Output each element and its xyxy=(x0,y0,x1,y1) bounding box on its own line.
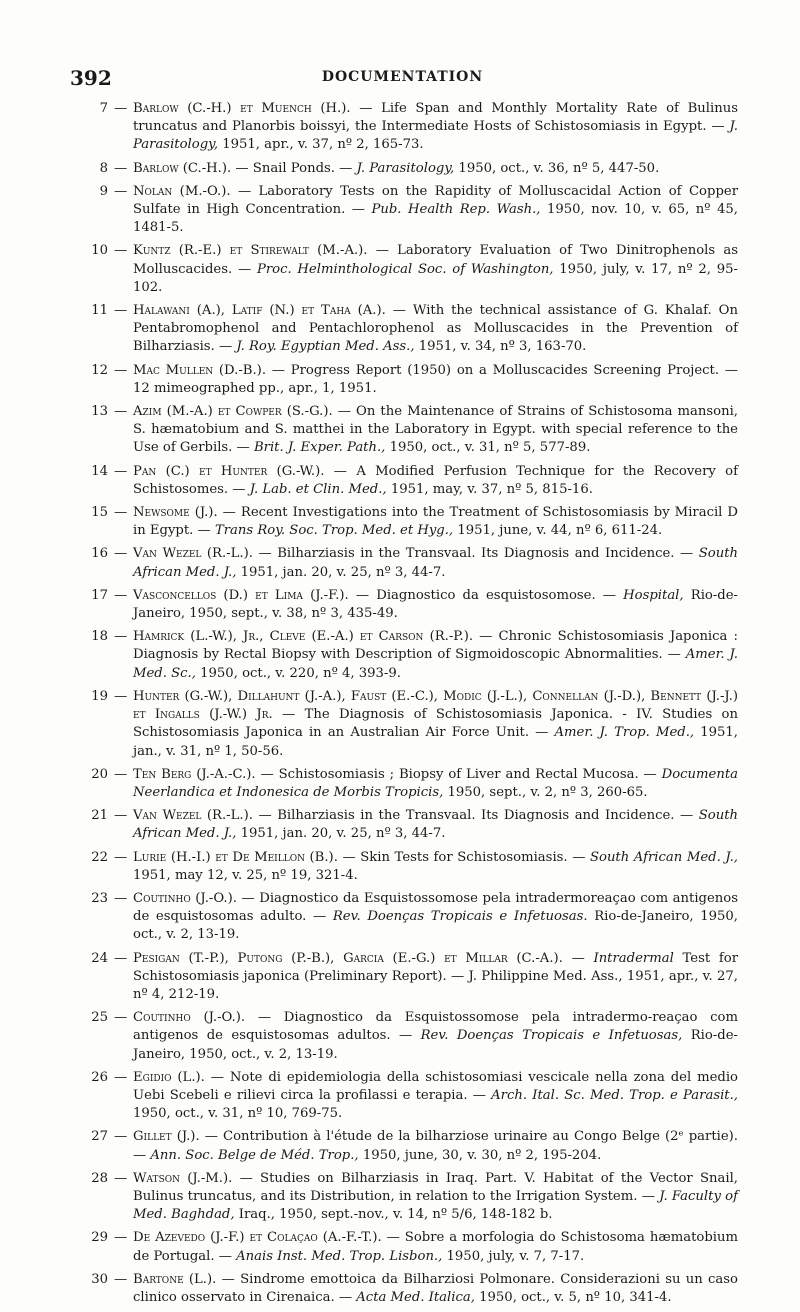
reference-title: — Snail Ponds. — xyxy=(231,160,357,176)
reference-details: 1951, apr., v. 37, nº 2, 165-73. xyxy=(218,137,424,153)
reference-authors: Vasconcellos (D.) et Lima (J.-F.). xyxy=(133,587,349,603)
reference-number: 10 xyxy=(91,243,108,259)
reference-details: Iraq., 1950, sept.-nov., v. 14, nº 5/6, 148-182 b. xyxy=(234,1207,553,1223)
reference-number: 30 xyxy=(91,1271,108,1287)
reference-details: 1951, jan. 20, v. 25, nº 3, 44-7. xyxy=(236,564,446,580)
reference-number: 26 xyxy=(91,1069,108,1085)
reference-title: — Bilharziasis in the Transvaal. Its Diagnosis and Incidence. — xyxy=(252,546,699,562)
reference-authors: Bartone (L.). xyxy=(133,1271,217,1287)
reference-title: — Recent Investigations into the Treatment of Schistosomiasis by Miracil D in Egypt. — xyxy=(133,505,738,539)
reference-title: — Bilharziasis in the Transvaal. Its Diagnosis and Incidence. — xyxy=(252,808,699,824)
reference-dash: — xyxy=(114,505,128,521)
running-head: DOCUMENTATION xyxy=(321,69,484,85)
reference-dash: — xyxy=(114,546,128,562)
reference-number: 18 xyxy=(91,629,108,645)
reference-details: Rio-de-Janeiro, 1950, oct., v. 2, 13-19. xyxy=(133,909,738,943)
reference-title: — Diagnostico da Esquistossomose pela intradermoreaçao com antigenos de esquistosomas adulto. — xyxy=(133,890,739,925)
reference-title: — A Modified Perfusion Technique for the Recovery of Schistosomes. — xyxy=(133,463,738,497)
reference-journal: Hospital, xyxy=(623,587,684,603)
reference-entry xyxy=(88,950,738,1005)
reference-dash: — xyxy=(114,1069,128,1085)
reference-dash: — xyxy=(114,890,128,906)
reference-authors: Watson (J.-M.). xyxy=(133,1170,233,1186)
reference-dash: — xyxy=(114,629,128,645)
reference-number: 21 xyxy=(91,808,108,824)
reference-dash: — xyxy=(114,101,128,116)
reference-dash: — xyxy=(114,587,128,603)
reference-journal: J. Faculty of Med. Baghdad, xyxy=(133,1188,739,1223)
reference-journal: Rev. Doenças Tropicais e Infetuosas, xyxy=(420,1028,683,1044)
reference-dash: — xyxy=(114,950,128,966)
reference-journal: South African Med. J., xyxy=(133,808,738,842)
reference-journal: Proc. Helminthological Soc. of Washington, xyxy=(256,261,554,277)
reference-details: Test for Schistosomiasis japonica (Preliminary Report). — J. Philippine Med. Ass., 1951, apr., v. 27, nº 4, 212-19. xyxy=(133,950,738,1002)
reference-dash: — xyxy=(114,1010,128,1026)
reference-authors: Nolan (M.-O.). xyxy=(133,183,231,199)
reference-authors: Egidio (L.). xyxy=(133,1069,205,1085)
reference-number: 11 xyxy=(91,303,108,319)
reference-number: 25 xyxy=(91,1010,108,1026)
reference-dash: — xyxy=(114,688,128,704)
reference-journal: Trans Roy. Soc. Trop. Med. et Hyg., xyxy=(214,523,454,539)
reference-authors: Azim (M.-A.) et Cowper (S.-G.). xyxy=(133,404,333,420)
page-header xyxy=(70,66,735,88)
reference-details: 1950, oct., v. 220, nº 4, 393-9. xyxy=(195,665,401,681)
reference-authors: Hunter (G.-W.), Dillahunt (J.-A.), Faust (E.-C.), Modic (J.-L.), Connellan (J.-D.), Bennett (J.-J.) et Ingalls (J.-W.) Jr. xyxy=(133,688,738,723)
reference-entry xyxy=(88,302,738,357)
reference-title: — The Diagnosis of Schistosomiasis Japonica. - IV. Studies on Schistosomiasis Japonica in an Australian Air Force Unit. — xyxy=(133,707,738,741)
reference-authors: Coutinho (J.-O.). xyxy=(133,890,237,906)
reference-number: 8 xyxy=(99,160,108,176)
reference-entry xyxy=(88,688,738,761)
reference-journal: Acta Med. Italica, xyxy=(356,1289,475,1305)
reference-dash: — xyxy=(114,1129,128,1145)
page-number: 392 xyxy=(70,66,112,90)
reference-journal: Documenta Neerlandica et Indonesica de Morbis Tropicis, xyxy=(133,766,738,800)
reference-entry xyxy=(88,1170,738,1225)
reference-authors: Newsome (J.). xyxy=(133,505,218,521)
reference-number: 20 xyxy=(91,766,108,782)
reference-number: 14 xyxy=(91,463,108,479)
reference-details: 1950, sept., v. 2, nº 3, 260-65. xyxy=(443,784,648,800)
reference-number: 22 xyxy=(91,849,108,865)
reference-details: 1951, june, v. 44, nº 6, 611-24. xyxy=(453,523,663,539)
reference-authors: Pesigan (T.-P.), Putong (P.-B.), Garcia (E.-G.) et Millar (C.-A.). xyxy=(133,950,563,966)
reference-details: 1950, oct., v. 5, nº 10, 341-4. xyxy=(474,1289,672,1305)
reference-entry xyxy=(88,628,738,683)
reference-number: 19 xyxy=(91,688,108,704)
reference-list xyxy=(88,100,738,1312)
reference-title: — Chronic Schistosomiasis Japonica : Diagnosis by Rectal Biopsy with Description of Sigmoidoscopic Abnormalities. — xyxy=(133,629,738,663)
reference-journal: Pub. Health Rep. Wash., xyxy=(371,202,541,218)
reference-dash: — xyxy=(114,463,128,479)
reference-title: — Studies on Bilharziasis in Iraq. Part. V. Habitat of the Vector Snail, Bulinus truncatus, and its Distribution, in relation to the Irrigation System. — xyxy=(133,1170,738,1204)
reference-details: 1951, v. 34, nº 3, 163-70. xyxy=(414,339,587,355)
reference-journal: South African Med. J., xyxy=(133,546,738,580)
reference-journal: Arch. Ital. Sc. Med. Trop. e Parasit., xyxy=(491,1087,738,1103)
reference-entry xyxy=(88,463,738,499)
reference-authors: Kuntz (R.-E.) et Stirewalt (M.-A.). xyxy=(133,243,368,259)
reference-dash: — xyxy=(114,303,128,319)
reference-authors: De Azevedo (J.-F.) et Colaçao (A.-F.-T.). xyxy=(133,1230,382,1246)
reference-authors: Gillet (J.). xyxy=(133,1129,200,1145)
reference-authors: Coutinho (J.-O.). xyxy=(133,1010,246,1026)
reference-details: 1951, jan., v. 31, nº 1, 50-56. xyxy=(133,725,738,759)
reference-details: 1950, july, v. 7, 7-17. xyxy=(442,1248,585,1264)
reference-dash: — xyxy=(114,766,128,782)
reference-title: — Progress Report (1950) on a Molluscacides Screening Project. — 12 mimeographed pp., apr., 1, 1951. xyxy=(133,362,739,396)
reference-dash: — xyxy=(114,243,128,259)
reference-entry xyxy=(88,183,738,238)
reference-entry xyxy=(88,100,738,155)
reference-journal: J. Parasitology, xyxy=(356,160,455,176)
reference-title: — Diagnostico da esquistosomose. — xyxy=(348,587,624,603)
reference-title: — With the technical assistance of G. Khalaf. On Pentabromophenol and Pentachlorophenol as Molluscacides in the Prevention of Bilharziasis. — xyxy=(133,303,738,355)
reference-journal: Intradermal xyxy=(593,950,674,966)
reference-number: 15 xyxy=(91,505,108,521)
reference-details: 1951, may, v. 37, nº 5, 815-16. xyxy=(386,481,593,497)
reference-journal: Ann. Soc. Belge de Méd. Trop., xyxy=(150,1147,359,1163)
reference-authors: Hamrick (L.-W.), Jr., Cleve (E.-A.) et Carson (R.-P.). xyxy=(133,629,474,645)
reference-details: 1951, jan. 20, v. 25, nº 3, 44-7. xyxy=(236,826,446,842)
reference-entry xyxy=(88,1128,738,1164)
reference-title: — Sobre a morfologia do Schistosoma hæmatobium de Portugal. — xyxy=(133,1230,738,1264)
reference-entry xyxy=(88,160,738,178)
reference-journal: J. Lab. et Clin. Med., xyxy=(249,481,387,497)
reference-title: — Contribution à l'étude de la bilharziose urinaire au Congo Belge (2ᵉ partie). — xyxy=(133,1129,738,1163)
reference-authors: Halawani (A.), Latif (N.) et Taha (A.). xyxy=(133,303,386,319)
reference-journal: South African Med. J., xyxy=(589,849,738,865)
reference-number: 23 xyxy=(91,890,108,906)
reference-number: 29 xyxy=(91,1230,108,1246)
reference-entry xyxy=(88,890,738,945)
reference-entry xyxy=(88,504,738,540)
reference-title: — Skin Tests for Schistosomiasis. — xyxy=(337,849,590,865)
reference-entry xyxy=(88,1009,738,1064)
reference-authors: Lurie (H.-I.) et De Meillon (B.). xyxy=(133,849,338,865)
reference-journal: Amer. J. Med. Sc., xyxy=(133,647,738,681)
reference-number: 12 xyxy=(91,362,108,378)
reference-dash: — xyxy=(114,160,128,176)
reference-details: 1951, may 12, v. 25, nº 19, 321-4. xyxy=(133,867,358,883)
reference-title: — Sindrome emottoica da Bilharziosi Polmonare. Considerazioni su un caso clinico osservato in Cirenaica. — xyxy=(133,1271,738,1305)
reference-dash: — xyxy=(114,1170,128,1186)
reference-authors: Ten Berg (J.-A.-C.). xyxy=(133,766,256,782)
reference-entry xyxy=(88,1069,738,1124)
reference-journal: Brit. J. Exper. Path., xyxy=(253,440,386,456)
reference-number: 7 xyxy=(99,101,108,116)
reference-title: — Life Span and Monthly Mortality Rate of Bulinus truncatus and Planorbis boissyi, the Intermediate Hosts of Schistosomiasis in Egypt. — xyxy=(133,101,738,135)
reference-authors: Pan (C.) et Hunter (G.-W.). xyxy=(133,463,325,479)
reference-title: — Schistosomiasis ; Biopsy of Liver and Rectal Mucosa. — xyxy=(255,766,662,782)
reference-authors: Barlow (C.-H.) et Muench (H.). xyxy=(133,101,351,116)
reference-number: 24 xyxy=(91,950,108,966)
reference-journal: J. Roy. Egyptian Med. Ass., xyxy=(236,339,415,355)
reference-dash: — xyxy=(114,1230,128,1246)
reference-journal: Rev. Doenças Tropicais e Infetuosas. xyxy=(332,909,588,925)
reference-entry xyxy=(88,849,738,885)
reference-dash: — xyxy=(114,404,128,420)
reference-title: — Note di epidemiologia della schistosomiasi vescicale nella zona del medio Uebi Scebeli e rilievi circa la profilassi e terapia. — xyxy=(133,1069,738,1103)
reference-title: — Laboratory Tests on the Rapidity of Molluscacidal Action of Copper Sulfate in High Concentration. — xyxy=(133,183,738,218)
reference-entry xyxy=(88,587,738,623)
reference-dash: — xyxy=(114,849,128,865)
reference-details: 1950, oct., v. 36, nº 5, 447-50. xyxy=(454,160,660,176)
reference-entry xyxy=(88,1229,738,1265)
reference-dash: — xyxy=(114,362,128,378)
reference-authors: Van Wezel (R.-L.). xyxy=(133,546,253,562)
reference-number: 27 xyxy=(91,1129,108,1145)
reference-dash: — xyxy=(114,1271,128,1287)
reference-entry xyxy=(88,242,738,297)
reference-number: 9 xyxy=(99,183,108,199)
reference-details: 1950, july, v. 17, nº 2, 95-102. xyxy=(133,261,738,295)
reference-entry xyxy=(88,1271,738,1307)
reference-title: — On the Maintenance of Strains of Schistosoma mansoni, S. hæmatobium and S. matthei in the Laboratory in Egypt. with special reference to the Use of Gerbils. — xyxy=(133,404,738,456)
reference-number: 13 xyxy=(91,404,108,420)
reference-authors: Van Wezel (R.-L.). xyxy=(133,808,253,824)
reference-dash: — xyxy=(114,808,128,824)
reference-entry xyxy=(88,362,738,398)
reference-entry xyxy=(88,545,738,581)
reference-journal: J. Parasitology, xyxy=(133,119,738,153)
reference-title: — Diagnostico da Esquistossomose pela intradermo-reaçao com antigenos de esquistosomas adultos. — xyxy=(133,1010,738,1044)
reference-authors: Barlow (C.-H.). xyxy=(133,160,232,176)
reference-title: — xyxy=(562,950,594,966)
reference-details: 1950, oct., v. 31, nº 10, 769-75. xyxy=(133,1106,343,1122)
reference-details: Rio-de-Janeiro, 1950, sept., v. 38, nº 3, 435-49. xyxy=(133,587,739,622)
reference-journal: Anais Inst. Med. Trop. Lisbon., xyxy=(236,1248,443,1264)
reference-number: 28 xyxy=(91,1170,108,1186)
reference-details: 1950, oct., v. 31, nº 5, 577-89. xyxy=(385,440,591,456)
reference-entry xyxy=(88,403,738,458)
reference-authors: Mac Mullen (D.-B.). xyxy=(133,362,267,378)
reference-details: 1950, nov. 10, v. 65, nº 45, 1481-5. xyxy=(133,202,738,236)
reference-entry xyxy=(88,807,738,843)
reference-number: 17 xyxy=(91,587,108,603)
reference-dash: — xyxy=(114,183,128,199)
reference-journal: Amer. J. Trop. Med., xyxy=(554,725,695,741)
reference-details: 1950, june, 30, v. 30, nº 2, 195-204. xyxy=(358,1147,602,1163)
reference-title: — Laboratory Evaluation of Two Dinitrophenols as Molluscacides. — xyxy=(133,243,738,277)
reference-number: 16 xyxy=(91,546,108,562)
reference-entry xyxy=(88,766,738,802)
reference-details: Rio-de-Janeiro, 1950, oct., v. 2, 13-19. xyxy=(133,1028,739,1062)
